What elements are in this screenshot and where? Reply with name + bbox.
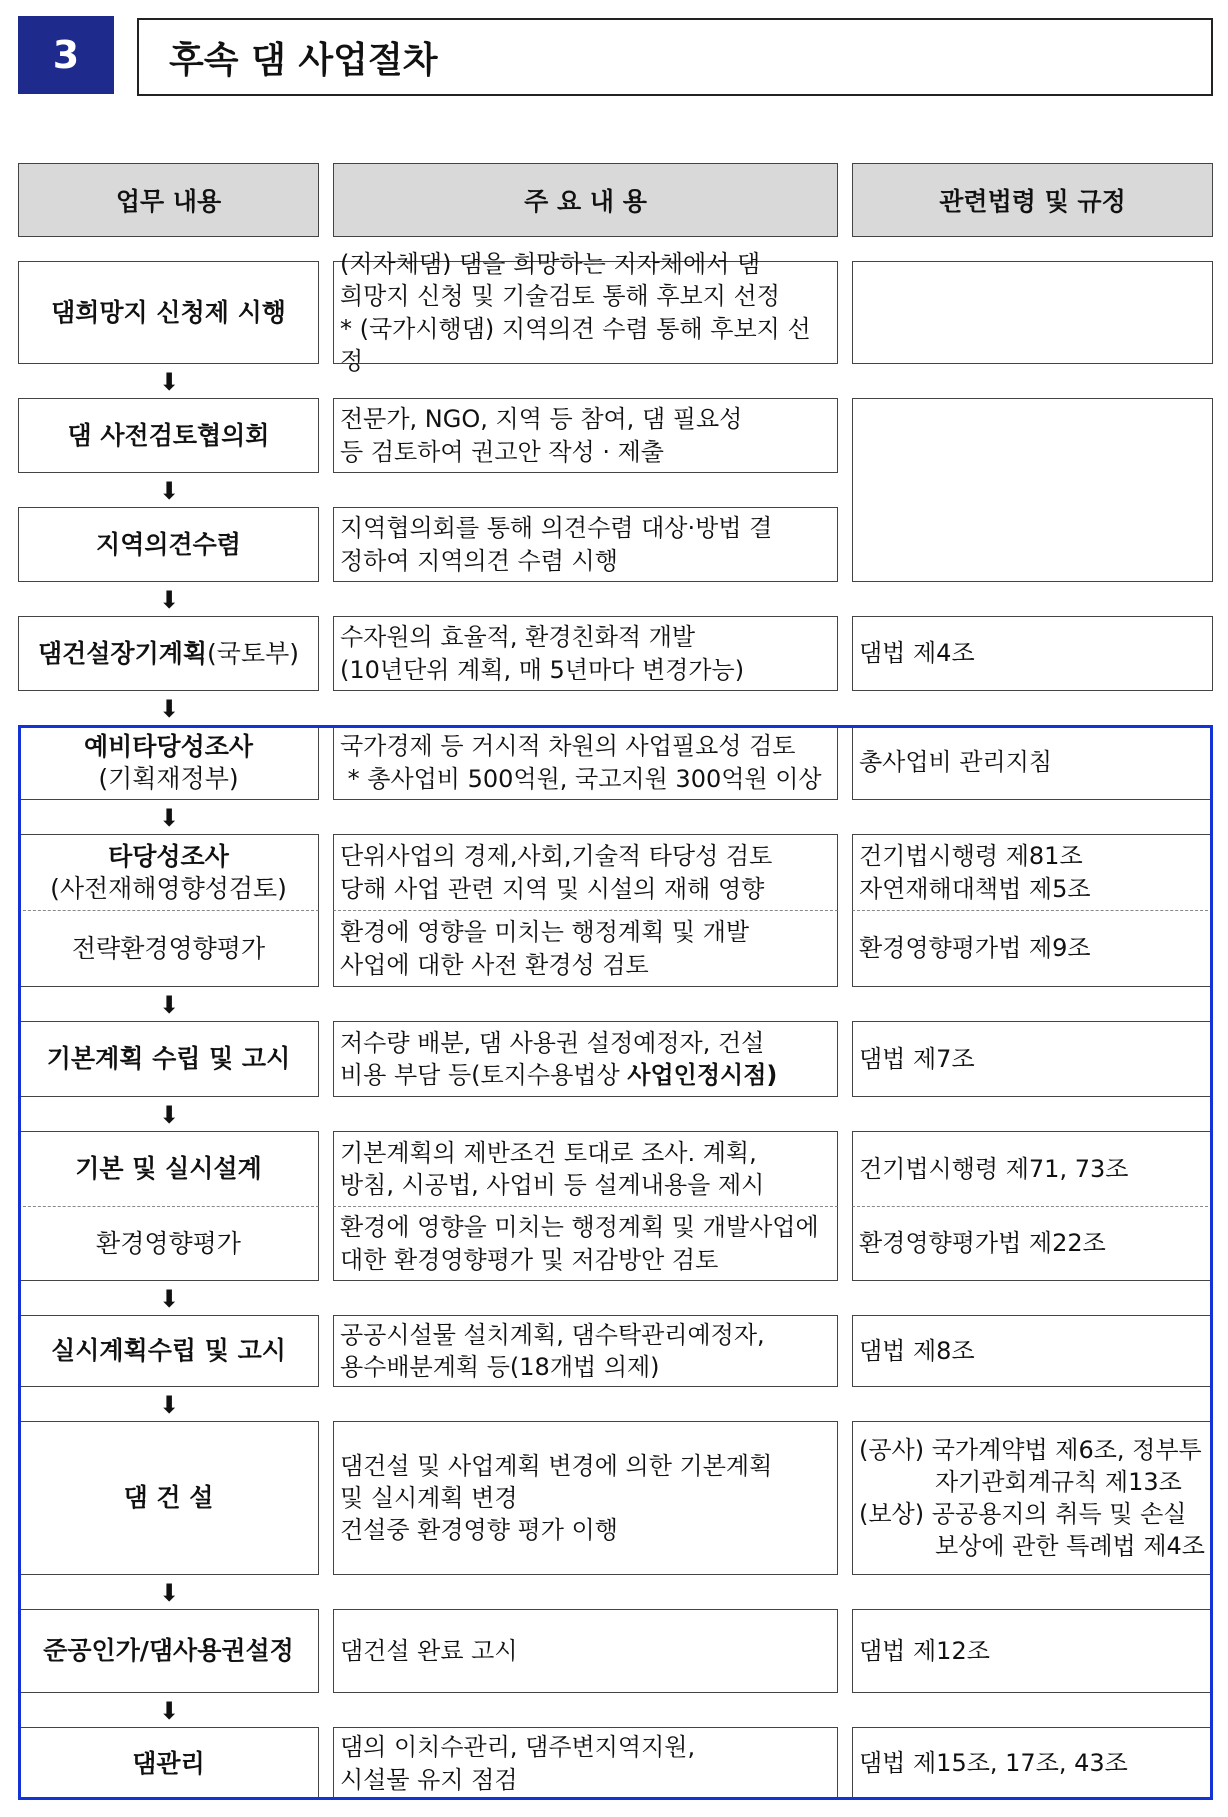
row10-work-text: 댐 건 설 bbox=[123, 1483, 214, 1513]
row7-main-pre: 비용 부담 등(토지수용법상 bbox=[340, 1061, 628, 1089]
row2-main-line: 등 검토하여 권고안 작성 · 제출 bbox=[340, 437, 664, 466]
arrow-down-icon: ⬇ bbox=[158, 368, 180, 396]
row6b-law-line: 환경영향평가법 제9조 bbox=[859, 934, 1091, 963]
header-main: 주 요 내 용 bbox=[333, 163, 838, 237]
row5-main bbox=[333, 725, 838, 800]
row6b-work bbox=[18, 910, 319, 987]
row6-law-line: 건기법시행령 제81조 bbox=[859, 842, 1083, 871]
row8-work-text: 기본 및 실시설계 bbox=[75, 1154, 262, 1184]
row10-main-line: 댐건설 및 사업계획 변경에 의한 기본계획 bbox=[340, 1451, 773, 1480]
arrow-down-icon: ⬇ bbox=[158, 804, 180, 832]
row1-main-line: 희망지 신청 및 기술검토 통해 후보지 선정 bbox=[340, 282, 780, 311]
row5-law bbox=[852, 725, 1213, 800]
row11-law bbox=[852, 1609, 1213, 1693]
row4-main bbox=[333, 616, 838, 691]
section-title: 후속 댐 사업절차 bbox=[137, 18, 1213, 96]
row6-main-line: 단위사업의 경제,사회,기술적 타당성 검토 bbox=[340, 842, 773, 871]
row12-main-line: 시설물 유지 점검 bbox=[340, 1765, 518, 1794]
arrow-down-icon: ⬇ bbox=[158, 991, 180, 1019]
row6-law-line: 자연재해대책법 제5조 bbox=[859, 874, 1091, 903]
row8-work bbox=[18, 1131, 319, 1206]
row8-main-line: 방침, 시공법, 사업비 등 설계내용을 제시 bbox=[340, 1171, 765, 1199]
row10-main-line: 및 실시계획 변경 bbox=[340, 1483, 518, 1512]
row6b-law bbox=[852, 910, 1213, 987]
row10-main-line: 건설중 환경영향 평가 이행 bbox=[340, 1516, 618, 1545]
row10-law-line: 자기관회계규칙 제13조 bbox=[935, 1467, 1182, 1496]
row7-main-line bbox=[340, 1059, 831, 1091]
row3-main bbox=[333, 507, 838, 582]
row4-main-line: 수자원의 효율적, 환경친화적 개발 bbox=[340, 623, 696, 652]
row6-main bbox=[333, 834, 838, 910]
row9-work-text: 실시계획수립 및 고시 bbox=[51, 1336, 286, 1366]
row3-main-line: 정하여 지역의견 수렴 시행 bbox=[340, 546, 618, 575]
row8-law bbox=[852, 1131, 1213, 1206]
row6b-main-line: 사업에 대한 사전 환경성 검토 bbox=[340, 950, 649, 979]
row1-main-line: * (국가시행댐) 지역의견 수렴 통해 후보지 선정 bbox=[340, 314, 811, 375]
row1-work bbox=[18, 261, 319, 364]
row12-work bbox=[18, 1727, 319, 1800]
row6-work-text: 타당성조사 bbox=[108, 842, 229, 872]
header-work: 업무 내용 bbox=[18, 163, 319, 237]
row12-main bbox=[333, 1727, 838, 1800]
row8-main bbox=[333, 1131, 838, 1206]
arrow-down-icon: ⬇ bbox=[158, 1697, 180, 1725]
row1-work-text: 댐희망지 신청제 시행 bbox=[51, 297, 286, 327]
row5-law-line: 총사업비 관리지침 bbox=[859, 748, 1053, 777]
row3-main-line: 지역협의회를 통해 의견수렴 대상·방법 결 bbox=[340, 514, 773, 543]
row7-law bbox=[852, 1021, 1213, 1097]
row12-law bbox=[852, 1727, 1213, 1800]
row8b-work-text: 환경영향평가 bbox=[96, 1228, 241, 1258]
row7-main bbox=[333, 1021, 838, 1097]
row9-law bbox=[852, 1315, 1213, 1387]
row5-main-line: 국가경제 등 거시적 차원의 사업필요성 검토 bbox=[340, 732, 796, 761]
row12-main-line: 댐의 이치수관리, 댐주변지역지원, bbox=[340, 1733, 696, 1762]
row4-law-line: 댐법 제4조 bbox=[859, 639, 975, 668]
row8b-main-line: 대한 환경영향평가 및 저감방안 검토 bbox=[340, 1245, 719, 1274]
arrow-down-icon: ⬇ bbox=[158, 1391, 180, 1419]
row8b-main-line: 환경에 영향을 미치는 행정계획 및 개발사업에 bbox=[340, 1213, 819, 1242]
row7-main-bold: 사업인정시점) bbox=[627, 1061, 778, 1089]
arrow-down-icon: ⬇ bbox=[158, 586, 180, 614]
row8b-work bbox=[18, 1206, 319, 1281]
row9-main bbox=[333, 1315, 838, 1387]
row6-work-sub: (사전재해영향성검토) bbox=[50, 873, 287, 903]
row10-law-line: (보상) 공공용지의 취득 및 손실 bbox=[859, 1500, 1187, 1528]
arrow-down-icon: ⬇ bbox=[158, 1285, 180, 1313]
row9-work bbox=[18, 1315, 319, 1387]
row11-main bbox=[333, 1609, 838, 1693]
row11-law-line: 댐법 제12조 bbox=[859, 1636, 990, 1665]
row4-work-suffix: (국토부) bbox=[207, 638, 300, 668]
row5-work-sub: (기획재정부) bbox=[98, 763, 239, 793]
row6-law bbox=[852, 834, 1213, 910]
row11-main-line: 댐건설 완료 고시 bbox=[340, 1636, 518, 1665]
row6b-main-line: 환경에 영향을 미치는 행정계획 및 개발 bbox=[340, 918, 750, 947]
row4-work-text: 댐건설장기계획 bbox=[37, 638, 208, 668]
row6-main-line: 당해 사업 관련 지역 및 시설의 재해 영향 bbox=[340, 874, 765, 903]
row10-main bbox=[333, 1421, 838, 1575]
row2-work bbox=[18, 398, 319, 473]
row4-main-line: (10년단위 계획, 매 5년마다 변경가능) bbox=[340, 655, 745, 684]
section-number: 3 bbox=[18, 16, 114, 94]
row9-main-line: 공공시설물 설치계획, 댐수탁관리예정자, bbox=[340, 1320, 765, 1349]
row6-work bbox=[18, 834, 319, 910]
row1-main-line: (지자체댐) 댐을 희망하는 지자체에서 댐 bbox=[340, 250, 761, 279]
row12-law-line: 댐법 제15조, 17조, 43조 bbox=[859, 1749, 1128, 1778]
row10-law bbox=[852, 1421, 1213, 1575]
row4-work bbox=[18, 616, 319, 691]
row2-main-line: 전문가, NGO, 지역 등 참여, 댐 필요성 bbox=[340, 405, 743, 434]
row7-work bbox=[18, 1021, 319, 1097]
row10-law-line: 보상에 관한 특례법 제4조 bbox=[935, 1532, 1205, 1561]
row12-work-text: 댐관리 bbox=[132, 1748, 205, 1778]
row1-main bbox=[333, 250, 838, 375]
arrow-down-icon: ⬇ bbox=[158, 1101, 180, 1129]
row6b-main bbox=[333, 910, 838, 987]
row7-law-line: 댐법 제7조 bbox=[859, 1044, 975, 1073]
row7-work-text: 기본계획 수립 및 고시 bbox=[46, 1044, 291, 1074]
row10-law-line: (공사) 국가계약법 제6조, 정부투 bbox=[859, 1435, 1202, 1464]
row4-law bbox=[852, 616, 1213, 691]
row5-work-text: 예비타당성조사 bbox=[83, 732, 254, 762]
row2-work-text: 댐 사전검토협의회 bbox=[67, 420, 270, 450]
arrow-down-icon: ⬇ bbox=[158, 477, 180, 505]
row10-work bbox=[18, 1421, 319, 1575]
arrow-down-icon: ⬇ bbox=[158, 1579, 180, 1607]
row2-main bbox=[333, 398, 838, 473]
row11-work bbox=[18, 1609, 319, 1693]
row8-main-line: 기본계획의 제반조건 토대로 조사. 계획, bbox=[340, 1138, 757, 1167]
row6b-work-text: 전략환경영향평가 bbox=[71, 933, 266, 963]
row3-work-text: 지역의견수렴 bbox=[96, 529, 241, 559]
arrow-down-icon: ⬇ bbox=[158, 695, 180, 723]
row8b-main bbox=[333, 1206, 838, 1281]
header-law: 관련법령 및 규정 bbox=[852, 163, 1213, 237]
row2-3-law bbox=[852, 398, 1213, 582]
row9-law-line: 댐법 제8조 bbox=[859, 1336, 975, 1365]
row9-main-line: 용수배분계획 등(18개법 의제) bbox=[340, 1353, 660, 1381]
row8b-law bbox=[852, 1206, 1213, 1281]
row8-law-line: 건기법시행령 제71, 73조 bbox=[859, 1154, 1129, 1183]
row1-law bbox=[852, 261, 1213, 364]
row3-work bbox=[18, 507, 319, 582]
row5-work bbox=[18, 725, 319, 800]
row11-work-text: 준공인가/댐사용권설정 bbox=[43, 1636, 294, 1666]
row7-main-line: 저수량 배분, 댐 사용권 설정예정자, 건설 bbox=[340, 1028, 765, 1057]
row5-main-line: * 총사업비 500억원, 국고지원 300억원 이상 bbox=[340, 764, 822, 793]
row8b-law-line: 환경영향평가법 제22조 bbox=[859, 1229, 1106, 1258]
